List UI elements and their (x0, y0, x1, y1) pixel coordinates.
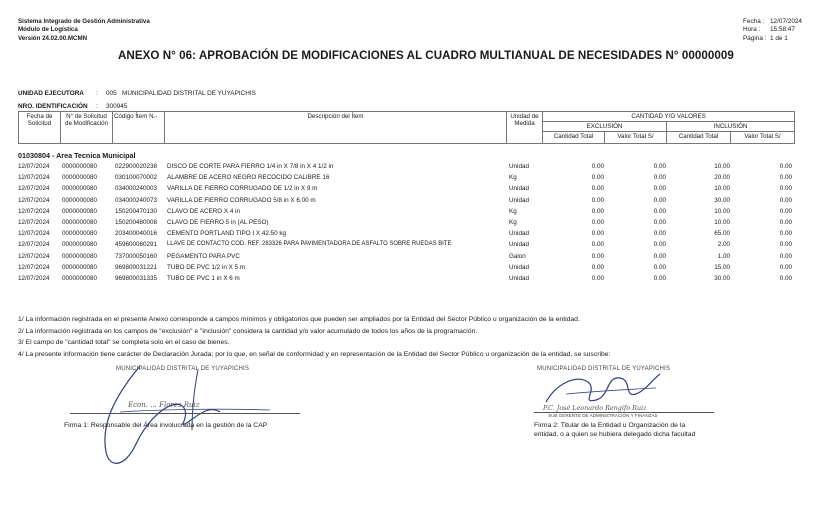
cell-unidad: Unidad (509, 230, 529, 238)
cell-codigo: 459600060291 (115, 241, 158, 249)
cell-ex-val: 0.00 (653, 185, 666, 193)
cell-ex-cant: 0.00 (591, 218, 604, 226)
cell-unidad: Unidad (509, 196, 529, 204)
cell-codigo: 203400040016 (115, 230, 158, 238)
page-title: ANEXO N° 06: APROBACIÓN DE MODIFICACIONES AL CUADRO MULTIANUAL DE NECESIDADES N° 00000009 (118, 49, 734, 62)
cell-desc: CEMENTO PORTLAND TIPO I X 42.50 kg (167, 230, 286, 238)
cell-unidad: Unidad (509, 274, 529, 282)
cell-in-cant: 2.00 (717, 241, 730, 249)
firma-2-line: Firma 2: Titular de la Entidad u Organización de la (534, 422, 686, 429)
stamp-right-name: P.C. José Leonardo Rengifo Ruiz (543, 404, 647, 412)
system-info (18, 18, 150, 43)
cell-ex-val: 0.00 (653, 218, 666, 226)
footnote: 2/ La información registrada en los campos de "exclusión" e "inclusión" considera la cantidad y/o valor acumulado de todos los años de la programación. (18, 327, 478, 335)
table-row (18, 251, 798, 262)
header-descripcion: Descripción del Ítem (165, 112, 507, 144)
header-unidad: Unidad de Medida (507, 112, 543, 144)
stamp-right: MUNICIPALIDAD DISTRITAL DE YUYAPICHIS (537, 366, 671, 372)
cell-ex-val: 0.00 (653, 252, 666, 260)
table-row (18, 239, 798, 250)
cell-in-cant: 10.00 (714, 207, 730, 215)
signature-left-icon (80, 360, 280, 475)
ue-sep: : (96, 90, 98, 97)
table-row (18, 195, 798, 206)
cell-desc: PEGAMENTO PARA PVC (167, 252, 240, 260)
cell-unidad: Kg (509, 218, 517, 226)
cell-in-cant: 20.00 (714, 174, 730, 182)
cell-ex-cant: 0.00 (591, 196, 604, 204)
system-line: Módulo de Logística (18, 26, 78, 34)
cell-desc: VARILLA DE FIERRO CORRUGADO DE 1/2 in X 9 m (167, 185, 318, 193)
cell-desc: TUBO DE PVC 1/2 in X 5 m (167, 263, 246, 271)
stamp-left: MUNICIPALIDAD DISTRITAL DE YUYAPICHIS (116, 366, 250, 372)
section-title: 01030804 - Area Tecnica Municipal (18, 151, 136, 160)
cell-nro: 0000000080 (62, 207, 98, 215)
system-line: Versión 24.02.00.MCMN (18, 34, 88, 42)
cell-in-val: 0.00 (779, 174, 792, 182)
cell-unidad: Unidad (509, 185, 529, 193)
cell-fecha: 12/07/2024 (18, 185, 50, 193)
signature-line-left (70, 413, 300, 414)
cell-in-val: 0.00 (779, 218, 792, 226)
cell-codigo: 737000050160 (115, 252, 158, 260)
cell-ex-cant: 0.00 (591, 230, 604, 238)
cell-in-val: 0.00 (779, 263, 792, 271)
firma-2 (534, 421, 695, 439)
firma-2-line: entidad, o a quien se hubiera delegado dicha facultad (534, 431, 696, 438)
cell-fecha: 12/07/2024 (18, 263, 50, 271)
header-fecha: Fecha de Solicitud (19, 112, 61, 144)
cell-nro: 0000000080 (62, 174, 98, 182)
items-body (18, 161, 798, 284)
cell-fecha: 12/07/2024 (18, 230, 50, 238)
cell-in-val: 0.00 (779, 196, 792, 204)
cell-ex-cant: 0.00 (591, 241, 604, 249)
cell-ex-val: 0.00 (653, 274, 666, 282)
cell-desc: CLAVO DE ACERO X 4 in (167, 207, 241, 215)
cell-in-cant: 10.00 (714, 218, 730, 226)
table-row (18, 161, 798, 172)
cell-fecha: 12/07/2024 (18, 196, 50, 204)
footnotes (18, 314, 610, 361)
cell-unidad: Kg (509, 207, 517, 215)
cell-ex-val: 0.00 (653, 196, 666, 204)
items-table-header (18, 111, 795, 144)
cell-codigo: 030100070002 (115, 174, 158, 182)
table-row (18, 262, 798, 273)
cell-ex-cant: 0.00 (591, 163, 604, 170)
cell-in-val: 0.00 (779, 163, 792, 170)
header-in-cantidad: Cantidad Total (667, 132, 731, 144)
cell-fecha: 12/07/2024 (18, 241, 50, 249)
nro-value: 300945 (106, 103, 128, 110)
cell-desc: LLAVE DE CONTACTO COD. REF. 283326 PARA PAVIMENTADORA DE ASFALTO SOBRE RUEDAS BITE (167, 241, 452, 248)
nro-sep: : (96, 103, 98, 110)
header-inclusion: INCLUSIÓN (667, 122, 795, 132)
header-codigo: Código Ítem N.- (113, 112, 165, 144)
fecha-value: 12/07/2024 (770, 18, 802, 25)
cell-ex-cant: 0.00 (591, 263, 604, 271)
cell-codigo: 034000240003 (115, 185, 158, 193)
footnote: 4/ La presente información tiene carácter de Declaración Jurada; por lo que, en señal de conformidad y en representación de la Entidad del Sector Público u organización de la entidad, se suscribe: (18, 351, 611, 359)
header-ex-valor: Valor Total S/ (605, 132, 667, 144)
cell-codigo: 150200480008 (115, 218, 158, 226)
hora-value: 15:58:47 (770, 26, 795, 34)
cell-ex-cant: 0.00 (591, 185, 604, 193)
cell-unidad: Kg (509, 174, 517, 182)
cell-ex-val: 0.00 (653, 230, 666, 238)
cell-desc: CLAVO DE FIERRO 5 in (AL PESO) (167, 218, 269, 226)
fecha-label: Fecha : (743, 18, 765, 25)
cell-ex-cant: 0.00 (591, 252, 604, 260)
cell-fecha: 12/07/2024 (18, 174, 50, 182)
cell-desc: VARILLA DE FIERRO CORRUGADO 5/8 in X 6.00 m (167, 196, 316, 204)
header-nro-solicitud: N° de Solicitud de Modificación (61, 112, 113, 144)
footnote: 3/ El campo de "cantidad total" se completa solo en el caso de bienes. (18, 339, 230, 347)
cell-nro: 0000000080 (62, 241, 98, 249)
cell-in-val: 0.00 (779, 207, 792, 215)
cell-ex-val: 0.00 (653, 163, 666, 170)
cell-fecha: 12/07/2024 (18, 252, 50, 260)
cell-in-cant: 15.00 (714, 263, 730, 271)
header-ex-cantidad: Cantidad Total (543, 132, 605, 144)
cell-nro: 0000000080 (62, 274, 98, 282)
ue-name: MUNICIPALIDAD DISTRITAL DE YUYAPICHIS (122, 90, 256, 97)
cell-codigo: 034000240073 (115, 196, 158, 204)
cell-unidad: Unidad (509, 163, 529, 170)
stamp-right-role: SUB GERENTE DE ADMINISTRACIÓN Y FINANZAS (548, 413, 658, 418)
cell-in-val: 0.00 (779, 185, 792, 193)
cell-nro: 0000000080 (62, 196, 98, 204)
system-line: Sistema Integrado de Gestión Administrativa (18, 18, 150, 25)
cell-in-cant: 30.00 (714, 274, 730, 282)
cell-in-val: 0.00 (779, 274, 792, 282)
ue-code: 005 (106, 90, 117, 97)
cell-in-cant: 10.00 (714, 163, 730, 170)
cell-fecha: 12/07/2024 (18, 218, 50, 226)
cell-codigo: 150200470130 (115, 207, 158, 215)
cell-ex-cant: 0.00 (591, 174, 604, 182)
nro-label: NRO. IDENTIFICACIÓN (18, 103, 88, 110)
firma-1: Firma 1: Responsable del Área involucrada en la gestión de la CAP (64, 422, 268, 429)
cell-ex-val: 0.00 (653, 174, 666, 182)
cell-codigo: 022900020238 (115, 163, 158, 170)
cell-codigo: 969800031221 (115, 263, 158, 271)
cell-fecha: 12/07/2024 (18, 274, 50, 282)
cell-in-cant: 65.00 (714, 230, 730, 238)
table-row (18, 217, 798, 228)
pagina-value: 1 de 1 (770, 34, 788, 42)
footnote: 1/ La información registrada en el presente Anexo corresponde a campos mínimos y obligatorios que pueden ser ampliados por la Entidad del Sector Público u organización de la entidad. (18, 316, 580, 323)
cell-in-val: 0.00 (779, 241, 792, 249)
cell-unidad: Unidad (509, 241, 529, 249)
cell-desc: DISCO DE CORTE PARA FIERRO 1/4 in X 7/8 in X 4 1/2 in (167, 163, 334, 170)
ue-label: UNIDAD EJECUTORA (18, 90, 84, 97)
cell-ex-cant: 0.00 (591, 274, 604, 282)
cell-in-val: 0.00 (779, 252, 792, 260)
cell-fecha: 12/07/2024 (18, 207, 50, 215)
cell-desc: TUBO DE PVC 1 in X 6 m (167, 274, 240, 282)
cell-unidad: Unidad (509, 263, 529, 271)
cell-unidad: Galon (509, 252, 526, 260)
cell-in-val: 0.00 (779, 230, 792, 238)
cell-ex-cant: 0.00 (591, 207, 604, 215)
stamp-left-name: Econ. ... Flores Ruiz (128, 401, 200, 409)
hora-label: Hora : (743, 26, 761, 34)
cell-codigo: 969800031335 (115, 274, 158, 282)
cell-nro: 0000000080 (62, 263, 98, 271)
cell-desc: ALAMBRE DE ACERO NEGRO RECOCIDO CALIBRE 16 (167, 174, 330, 182)
pagina-label: Página : (743, 34, 767, 42)
table-row (18, 172, 798, 183)
cell-fecha: 12/07/2024 (18, 163, 50, 170)
cell-ex-val: 0.00 (653, 241, 666, 249)
header-in-valor: Valor Total S/ (731, 132, 795, 144)
cell-ex-val: 0.00 (653, 263, 666, 271)
cell-in-cant: 30.00 (714, 196, 730, 204)
header-cantidad-valores: CANTIDAD Y/O VALORES (543, 112, 795, 122)
cell-nro: 0000000080 (62, 230, 98, 238)
cell-nro: 0000000080 (62, 218, 98, 226)
table-row (18, 273, 798, 284)
report-meta (743, 18, 802, 43)
table-row (18, 228, 798, 239)
table-row (18, 183, 798, 194)
cell-nro: 0000000080 (62, 252, 98, 260)
table-row (18, 206, 798, 217)
header-exclusion: EXCLUSIÓN (543, 122, 667, 132)
cell-in-cant: 1.00 (717, 252, 730, 260)
cell-nro: 0000000080 (62, 163, 98, 170)
cell-ex-val: 0.00 (653, 207, 666, 215)
cell-nro: 0000000080 (62, 185, 98, 193)
cell-in-cant: 10.00 (714, 185, 730, 193)
